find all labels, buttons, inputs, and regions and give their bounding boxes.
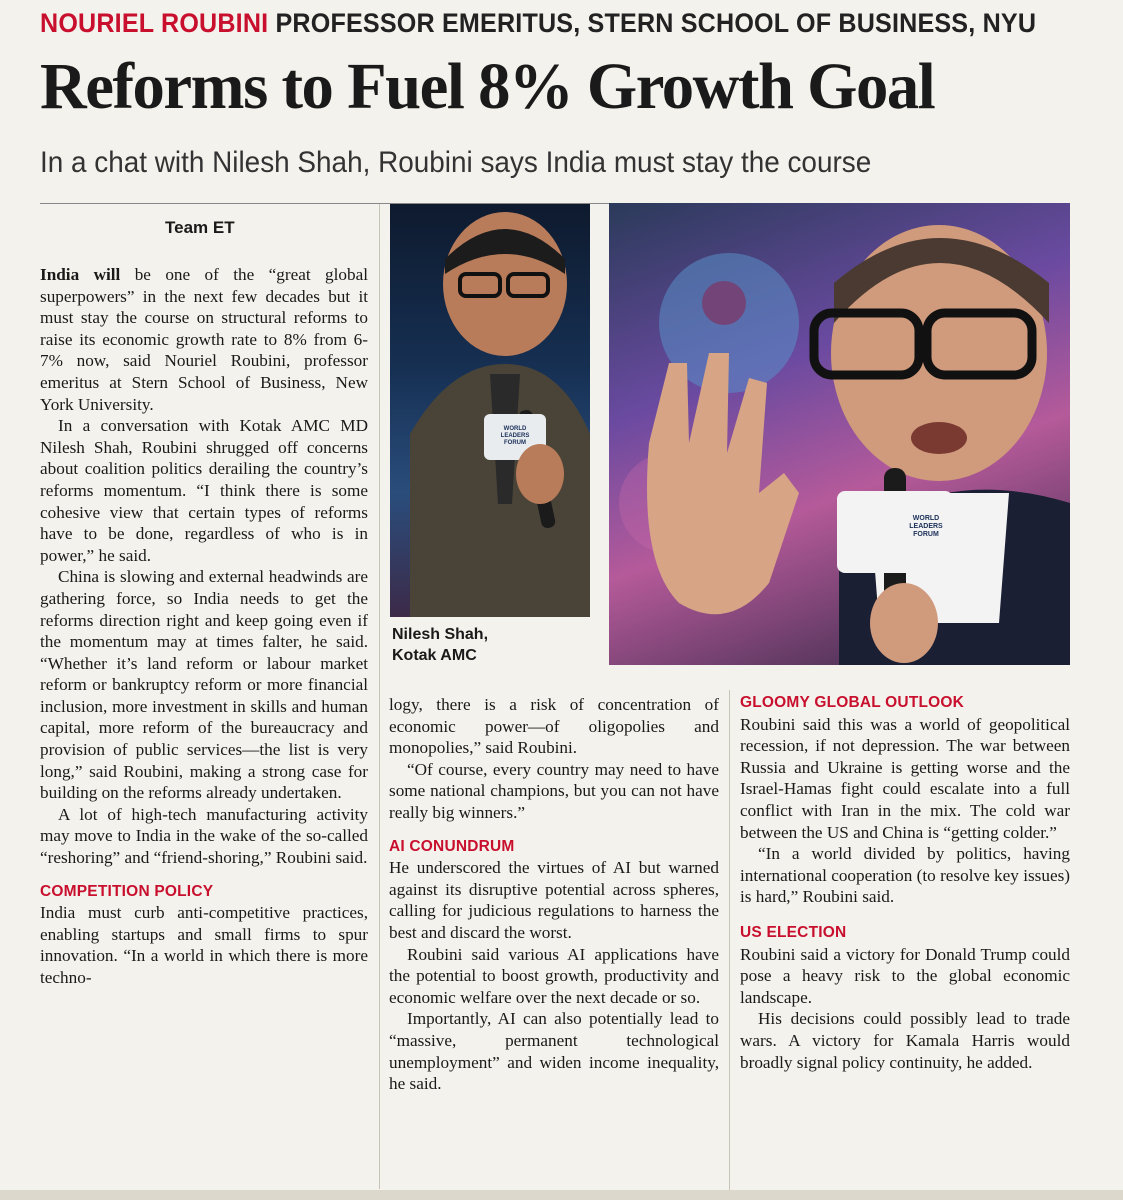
kicker-role: PROFESSOR EMERITUS, STERN SCHOOL OF BUSINESS, NYU xyxy=(275,8,1037,38)
photo-nouriel-roubini xyxy=(609,203,1070,665)
article-column-3 xyxy=(740,692,1070,1073)
photo-left-badge: WORLD LEADERS FORUM xyxy=(500,426,530,446)
column-divider xyxy=(729,690,730,1190)
paragraph: A lot of high-tech manufacturing activity may move to India in the wake of the so-called “reshoring” and “friend-shoring,” Roubini said. xyxy=(40,804,368,868)
article-column-2 xyxy=(389,694,719,1095)
paragraph-text: be one of the “great global superpowers” in the next few decades but it must stay the course on structural reforms to raise its economic growth rate to 8% from 6-7% now, said Nouriel Roubini, professor emeritus at Stern School of Business, New York University. xyxy=(40,265,368,414)
paragraph: He underscored the virtues of AI but warned against its disruptive potential across spheres, calling for judicious regulations to harness the best and discard the worst. xyxy=(389,858,719,942)
paragraph: Roubini said a victory for Donald Trump could pose a heavy risk to the global economic landscape. xyxy=(740,944,1070,1007)
paragraph: “In a world divided by politics, having international cooperation (to resolve key issues) is hard,” Roubini said. xyxy=(740,844,1070,907)
article-headline: Reforms to Fuel 8% Growth Goal xyxy=(40,50,935,123)
kicker-name: NOURIEL ROUBINI xyxy=(40,8,269,38)
paragraph: Importantly, AI can also potentially lead to “massive, permanent technological unemployment” and widen income inequality, he said. xyxy=(389,1009,719,1094)
article-kicker xyxy=(40,8,1037,39)
lead-in: India will xyxy=(40,265,121,284)
subhead-gloomy-global-outlook: GLOOMY GLOBAL OUTLOOK xyxy=(740,694,965,711)
portrait-illustration xyxy=(390,204,590,617)
paragraph: “Of course, every country may need to have some national champions, but you can not have really big winners.” xyxy=(389,759,719,822)
paragraph: China is slowing and external headwinds are gathering force, so India needs to get the reforms direction right and keep going even if the momentum may at times falter, he said. “Whether it’s land reform or labour market reform or bankruptcy reform or more financial inclusion, more investment in skills and human capital, more reform of the bureaucracy and provision of public services—the list is very long,” said Roubini, making a strong case for building on the reforms already undertaken. xyxy=(40,567,368,803)
caption-name: Nilesh Shah, xyxy=(392,626,489,643)
paragraph: India must curb anti-competitive practices, enabling startups and small firms to spur innovation. “In a world in which there is more techno- xyxy=(40,903,368,987)
paragraph: Roubini said this was a world of geopolitical recession, if not depression. The war between Russia and Ukraine is getting worse and the Israel-Hamas fight could escalate into a full conflict with Iran in the mix. The cold war between the US and China is “getting colder.” xyxy=(740,714,1070,842)
paragraph: logy, there is a risk of concentration of economic power—of oligopolies and monopolies,” said Roubini. xyxy=(389,695,719,758)
article-deck: In a chat with Nilesh Shah, Roubini says India must stay the course xyxy=(40,146,872,179)
article-column-1 xyxy=(40,264,368,989)
column-divider xyxy=(379,204,380,1189)
photo-right-badge: WORLD LEADERS FORUM xyxy=(909,515,943,538)
caption-org: Kotak AMC xyxy=(392,647,477,664)
paragraph: In a conversation with Kotak AMC MD Nilesh Shah, Roubini shrugged off concerns about coalition politics derailing the country’s reforms momentum. “I think there is some cohesive view that certain types of reforms have to be done, regardless of who is in power,” he said. xyxy=(40,416,368,565)
subhead-competition-policy: COMPETITION POLICY xyxy=(40,882,214,900)
portrait-illustration xyxy=(609,203,1070,665)
paragraph: His decisions could possibly lead to trade wars. A victory for Kamala Harris would broadly signal policy continuity, he added. xyxy=(740,1009,1070,1072)
paragraph: Roubini said various AI applications have the potential to boost growth, productivity and economic welfare over the next decade or so. xyxy=(389,944,719,1007)
photo-nilesh-shah xyxy=(390,204,590,617)
subhead-ai-conundrum: AI CONUNDRUM xyxy=(389,837,515,855)
byline: Team ET xyxy=(165,218,235,237)
paragraph xyxy=(40,264,368,415)
page-edge xyxy=(0,1190,1123,1200)
subhead-us-election: US ELECTION xyxy=(740,923,847,941)
photo-caption xyxy=(392,624,488,666)
